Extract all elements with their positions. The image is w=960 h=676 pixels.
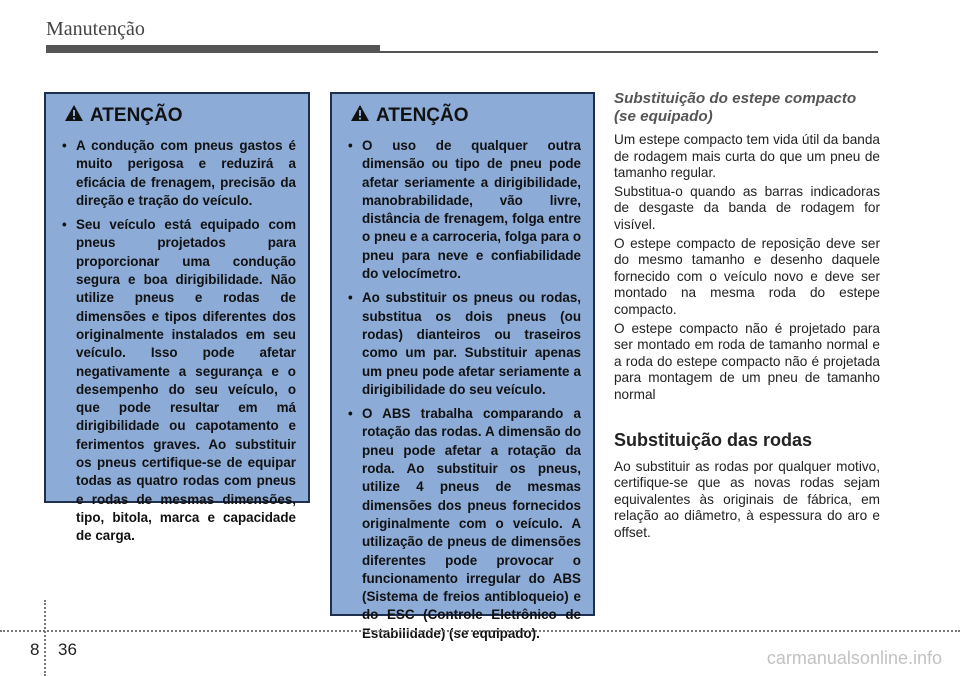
watermark-text: carmanualsonline.info — [766, 648, 942, 668]
warning-triangle-icon — [64, 104, 84, 128]
warning-triangle-icon — [350, 104, 370, 128]
page-header-title: Manutenção — [46, 18, 145, 40]
subheading-line-2: (se equipado) — [614, 108, 713, 125]
paragraph: Um estepe compacto tem vida útil da banda de rodagem mais curta do que um pneu de tamanho regular. — [614, 132, 880, 181]
warning-item: • Ao substituir os pneus ou rodas, substitua os dois pneus (ou rodas) dianteiros ou traseiros como um par. Substituir apenas um pneu pode afetar seriamente a dirigibilidade do seu veículo. — [346, 289, 581, 399]
warning-list-2 — [346, 137, 581, 643]
compact-spare-subheading — [614, 90, 880, 126]
warning-box-1 — [44, 92, 310, 544]
wheel-replacement-title: Substituição das rodas — [614, 429, 813, 450]
page-number: 36 — [58, 640, 77, 659]
right-column — [614, 90, 880, 543]
warning-item: • Seu veículo está equipado com pneus projetados para proporcionar uma condução segura e boa dirigibilidade. Não utilize pneus e rodas de dimensões e tipos diferentes dos originalmente instalados em seu veículo. Isso pode afetar negativamente a segurança e o desempenho do seu veículo, o que pode resultar em má dirigibilidade ou capotamento e ferimentos graves. Ao substituir os pneus certifique-se de equipar todas as quatro rodas com pneus e rodas de mesmas dimensões, tipo, bitola, marca e capacidade de carga. — [60, 216, 296, 545]
paragraph: Ao substituir as rodas por qualquer motivo, certifique-se que as novas rodas sejam equivalentes às originais de fábrica, em relação ao diâmetro, à espessura do aro e offset. — [614, 458, 880, 540]
warning-box-2 — [330, 92, 595, 641]
paragraph: O estepe compacto de reposição deve ser do mesmo tamanho e desenho daquele fornecido com o veículo novo e deve ser montado na mesma roda do estepe compacto. — [614, 235, 880, 317]
footer-vertical-divider — [44, 600, 46, 676]
paragraph: O estepe compacto não é projetado para ser montado em roda de tamanho normal e a roda do estepe compacto não é projetada para montagem de um pneu de tamanho normal — [614, 320, 880, 402]
warning-title-2 — [350, 104, 581, 128]
warning-title-text: ATENÇÃO — [90, 105, 183, 126]
warning-item: • O uso de qualquer outra dimensão ou tipo de pneu pode afetar seriamente a dirigibilidade, manobrabilidade, vão livre, distância de frenagem, folga entre o pneu e a carroceria, folga para o pneu para neve e confiabilidade do velocímetro. — [346, 137, 581, 283]
warning-item: • O ABS trabalha comparando a rotação das rodas. A dimensão do pneu pode afetar a rotação da roda. Ao substituir os pneus, utilize 4 pneus de mesmas dimensões dos pneus fornecidos originalmente com o veículo. A utilização de pneus de dimensões diferentes pode provocar o funcionamento irregular do ABS (Sistema de freios antibloqueio) e do ESC (Controle Eletrônico de Estabilidade) (se equipado). — [346, 405, 581, 643]
header-bar-thick — [46, 45, 380, 53]
subheading-line-1: Substituição do estepe compacto — [614, 90, 857, 107]
paragraph: Substitua-o quando as barras indicadoras de desgaste da banda de rodagem for visível. — [614, 183, 880, 232]
warning-list-1 — [60, 137, 296, 546]
chapter-number: 8 — [30, 640, 40, 659]
warning-title-text: ATENÇÃO — [376, 105, 469, 126]
warning-item: • A condução com pneus gastos é muito perigosa e reduzirá a eficácia de frenagem, precisão da direção e tração do veículo. — [60, 137, 296, 210]
footer-divider — [0, 630, 960, 632]
warning-title-1 — [64, 104, 296, 128]
header-bar-thin — [380, 51, 878, 53]
